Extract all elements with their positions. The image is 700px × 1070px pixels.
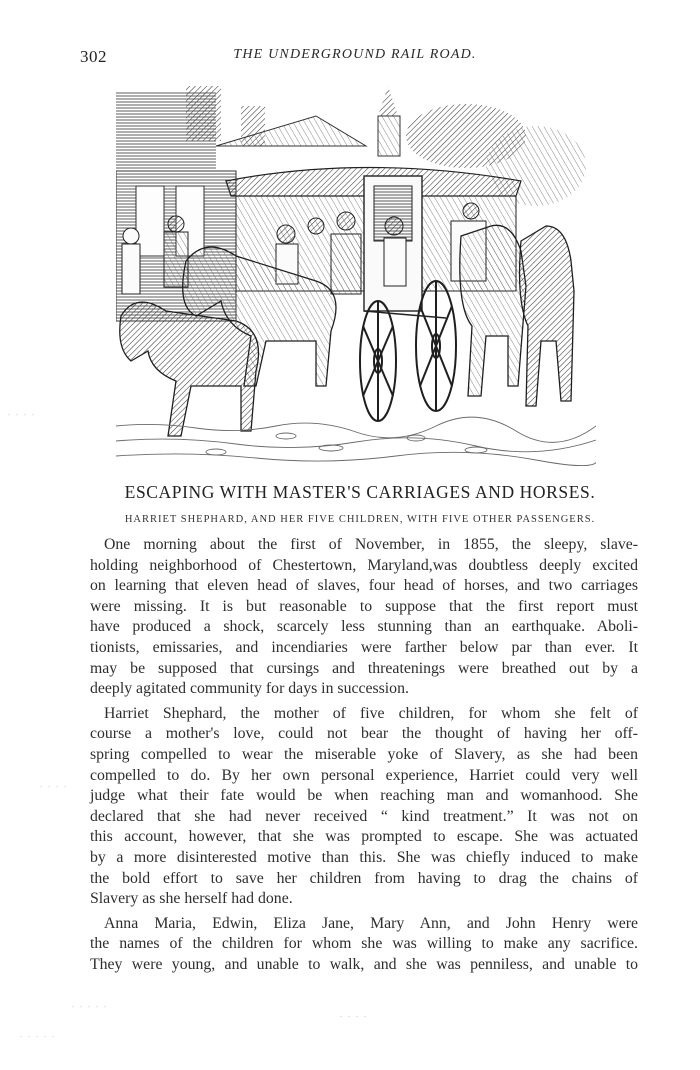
text-line: the names of the children for whom she was willing to make any sacrifice.: [90, 935, 638, 953]
paragraph-3: [90, 914, 638, 976]
text-line: tionists, emissaries, and incendiaries were farther below par than ever. It: [90, 638, 638, 656]
text-line: One morning about the first of November, in 1855, the sleepy, slave-: [104, 536, 638, 553]
text-line: this account, however, that she was prompted to escape. She was actuated: [90, 828, 638, 846]
paragraph-2: [90, 704, 638, 910]
text-line: may be supposed that cursings and threatenings were breathed out by a: [90, 659, 638, 677]
text-line: Slavery as she herself had done.: [90, 890, 293, 908]
text-line: They were young, and unable to walk, and she was penniless, and unable to: [90, 955, 638, 973]
text-line: on learning that eleven head of slaves, four head of horses, and two carriages: [90, 577, 638, 595]
text-line: have produced a shock, scarcely less stunning than an earthquake. Aboli-: [90, 618, 638, 636]
text-line: declared that she had never received “ kind treatment.” It was not on: [90, 807, 638, 825]
text-line: holding neighborhood of Chestertown, Maryland,was doubtless deeply excited: [90, 556, 638, 574]
body-text: [90, 535, 638, 975]
text-line: deeply agitated community for days in succession.: [90, 680, 409, 698]
text-line: compelled to do. By her own personal experience, Harriet could very well: [90, 766, 638, 784]
engraving-illustration: [116, 86, 596, 466]
scan-speck: . . . . .: [72, 1000, 108, 1009]
scan-speck: . . . . .: [20, 1030, 56, 1039]
paragraph-1: [90, 535, 638, 700]
text-line: Anna Maria, Edwin, Eliza Jane, Mary Ann, and John Henry were: [104, 914, 638, 932]
text-line: the bold effort to save her children from having to drag the chains of: [90, 869, 638, 887]
illustration-subcaption: HARRIET SHEPHARD, AND HER FIVE CHILDREN, WITH FIVE OTHER PASSENGERS.: [124, 514, 596, 525]
text-line: course a mother's love, could not bear the thought of having her off-: [90, 725, 638, 743]
scan-speck: . . . .: [340, 1010, 368, 1019]
page-number: 302: [80, 47, 107, 66]
scan-speck: . . . .: [8, 408, 36, 417]
text-line: were missing. It is but reasonable to suppose that the first report must: [90, 597, 638, 615]
text-line: Harriet Shephard, the mother of five children, for whom she felt of: [104, 704, 638, 722]
scan-speck: . . . .: [40, 780, 68, 789]
text-line: judge what their fate would be when reaching man and womanhood. She: [90, 787, 638, 805]
running-title: THE UNDERGROUND RAIL ROAD.: [233, 47, 477, 62]
illustration-caption: ESCAPING WITH MASTER'S CARRIAGES AND HORSES.: [124, 482, 596, 502]
text-line: by a more disinterested motive than this. She was chiefly induced to make: [90, 848, 638, 866]
text-line: spring compelled to wear the miserable yoke of Slavery, as she had been: [90, 745, 638, 763]
